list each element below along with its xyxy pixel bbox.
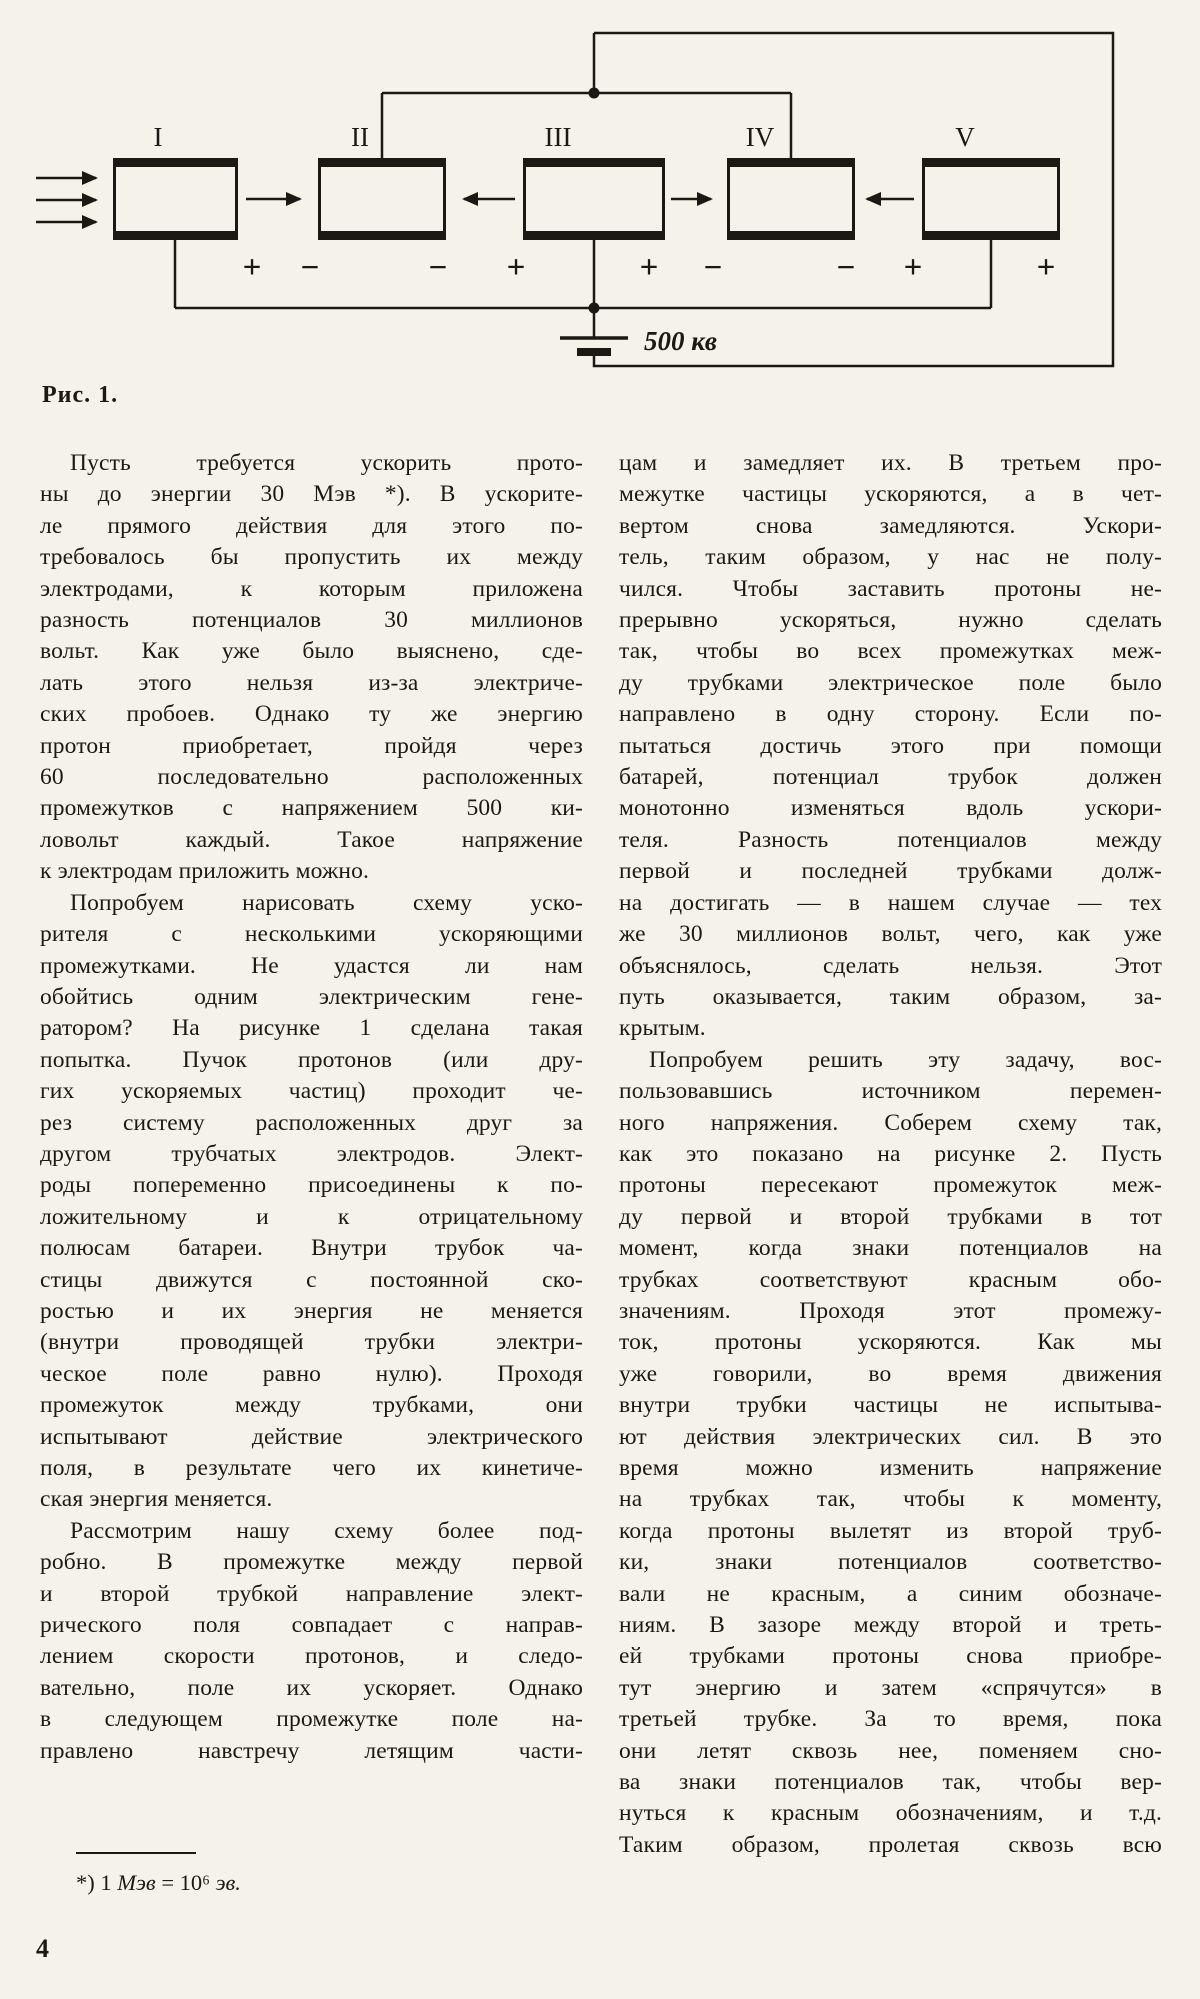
text-line: (внутри проводящей трубки электри-: [40, 1329, 583, 1356]
page-number: 4: [36, 1934, 49, 1963]
text-line: монотонно изменяться вдоль ускори-: [619, 795, 1162, 822]
text-line: объяснялось, сделать нельзя. Этот: [619, 952, 1162, 979]
text-line: время можно изменить напряжение: [619, 1455, 1162, 1481]
text-line: испытывают действие электрического: [40, 1423, 583, 1450]
text-column-left: [40, 448, 583, 1861]
polarity-sign: −: [300, 250, 320, 286]
text-line: промежуток между трубками, они: [40, 1392, 583, 1419]
text-line: пользовавшись источником перемен-: [619, 1078, 1162, 1105]
paragraph: [40, 1516, 583, 1767]
text-line: третьей трубке. За то время, пока: [619, 1706, 1162, 1733]
text-line: теля. Разность потенциалов между: [619, 826, 1162, 853]
tube-label-4: IV: [745, 122, 775, 152]
text-line: крытым.: [619, 1015, 706, 1042]
text-line: требовалось бы пропустить их между: [40, 544, 583, 571]
circuit-wiring: [175, 33, 1113, 366]
text-line: ва знаки потенциалов так, чтобы вер-: [619, 1769, 1162, 1796]
polarity-sign: −: [428, 250, 448, 286]
text-line: рез систему расположенных друг за: [40, 1109, 583, 1136]
tube-label-2: II: [351, 122, 369, 152]
text-line: к электродам приложить можно.: [40, 858, 370, 885]
voltage-label: 500 кв: [644, 326, 717, 356]
figure-caption: Рис. 1.: [42, 382, 119, 408]
drift-tube-3: [523, 158, 665, 240]
text-line: рителя с несколькими ускоряющими: [40, 921, 583, 948]
text-line: тут энергию и затем «спрячутся» в: [619, 1674, 1162, 1701]
text-line: нуться к красным обозначениям, и т.д.: [619, 1800, 1162, 1827]
text-line: вольт. Как уже было выяснено, сде-: [40, 638, 583, 665]
text-line: когда протоны вылетят из второй труб-: [619, 1517, 1162, 1544]
text-line: 60 последовательно расположенных: [40, 764, 583, 791]
polarity-sign: +: [1036, 250, 1056, 286]
polarity-sign: +: [903, 250, 923, 286]
footnote: [42, 1870, 585, 1896]
drift-tube-5: [922, 158, 1060, 240]
text-line: поля, в результате чего их кинетиче-: [40, 1455, 583, 1481]
text-line: пытаться достичь этого при помощи: [619, 732, 1162, 759]
polarity-sign: +: [242, 250, 262, 286]
polarity-sign: −: [703, 250, 723, 286]
text-columns: [40, 448, 1162, 1861]
battery-symbol: [560, 338, 628, 352]
text-column-right: [619, 448, 1162, 1861]
paragraph: [40, 888, 583, 1516]
paragraph: [619, 1045, 1162, 1862]
text-line: обойтись одним электрическим гене-: [40, 983, 583, 1010]
text-line: и второй трубкой направление элект-: [40, 1580, 583, 1607]
text-line: ны до энергии 30 Мэв *). В ускорите-: [40, 481, 583, 508]
text-line: гих ускоряемых частиц) проходит че-: [40, 1078, 583, 1105]
text-line: первой и последней трубками долж-: [619, 858, 1162, 885]
text-line: ниям. В зазоре между второй и треть-: [619, 1612, 1162, 1639]
text-line: рического поля совпадает с направ-: [40, 1612, 583, 1639]
text-line: так, чтобы во всех промежутках меж-: [619, 638, 1162, 665]
drift-tube-2: [318, 158, 446, 240]
text-line: вательно, поле их ускоряет. Однако: [40, 1674, 583, 1701]
junction-dot: [589, 88, 600, 99]
paragraph: [40, 448, 583, 888]
junction-dot: [589, 303, 600, 314]
text-line: попытка. Пучок протонов (или дру-: [40, 1046, 583, 1073]
text-line: ческое поле равно нулю). Проходя: [40, 1360, 583, 1387]
text-line: ду трубками электрическое поле было: [619, 669, 1162, 696]
text-line: чился. Чтобы заставить протоны не-: [619, 575, 1162, 602]
beam-arrows: [36, 178, 96, 222]
text-line: полюсам батареи. Внутри трубок ча-: [40, 1235, 583, 1262]
footnote-block: [42, 1852, 585, 1896]
text-line: трубках соответствуют красным обо-: [619, 1266, 1162, 1293]
footnote-marker: *): [76, 1870, 95, 1895]
text-line: ют действия электрических сил. В это: [619, 1423, 1162, 1450]
text-line: ская энергия меняется.: [40, 1486, 273, 1513]
footnote-text: 1: [94, 1870, 118, 1895]
text-line: протоны пересекают промежуток меж-: [619, 1172, 1162, 1199]
text-line: ростью и их энергия не меняется: [40, 1297, 583, 1324]
text-line: ле прямого действия для этого по-: [40, 512, 583, 539]
footnote-text-italic: эв.: [215, 1870, 241, 1895]
text-line: межутке частицы ускоряются, а в чет-: [619, 481, 1162, 508]
text-line: на трубках так, чтобы к моменту,: [619, 1486, 1162, 1513]
text-line: лением скорости протонов, и следо-: [40, 1643, 583, 1670]
text-line: значениям. Проходя этот промежу-: [619, 1297, 1162, 1324]
text-line: же 30 миллионов вольт, чего, как уже: [619, 921, 1162, 948]
text-line: Попробуем решить эту задачу, вос-: [649, 1046, 1162, 1073]
text-line: они летят сквозь нее, поменяем сно-: [619, 1737, 1162, 1764]
text-line: как это показано на рисунке 2. Пусть: [619, 1140, 1162, 1167]
text-line: внутри трубки частицы не испытыва-: [619, 1392, 1162, 1419]
text-line: ки, знаки потенциалов соответство-: [619, 1549, 1162, 1576]
footnote-rule: [76, 1852, 196, 1854]
text-line: разность потенциалов 30 миллионов: [40, 607, 583, 634]
text-line: ских пробоев. Однако ту же энергию: [40, 701, 583, 728]
text-line: на достигать — в нашем случае — тех: [619, 889, 1162, 916]
text-line: промежутков с напряжением 500 ки-: [40, 795, 583, 822]
text-line: ей трубками протоны снова приобре-: [619, 1643, 1162, 1670]
footnote-text-italic: Мэв: [117, 1870, 156, 1895]
text-line: в следующем промежутке поле на-: [40, 1706, 583, 1733]
text-line: другом трубчатых электродов. Элект-: [40, 1140, 583, 1167]
text-line: ловольт каждый. Такое напряжение: [40, 826, 583, 853]
text-line: ратором? На рисунке 1 сделана такая: [40, 1015, 583, 1042]
drift-tube-4: [727, 158, 855, 240]
text-line: ложительному и к отрицательному: [40, 1203, 583, 1230]
text-line: вертом снова замедляются. Ускори-: [619, 512, 1162, 539]
accelerator-diagram: [0, 0, 1200, 380]
text-line: электродами, к которым приложена: [40, 575, 583, 602]
figure-1: [0, 0, 1200, 380]
text-line: робно. В промежутке между первой: [40, 1549, 583, 1576]
text-line: стицы движутся с постоянной ско-: [40, 1266, 583, 1293]
polarity-sign: −: [836, 250, 856, 286]
text-line: уже говорили, во время движения: [619, 1360, 1162, 1387]
polarity-sign: +: [506, 250, 526, 286]
text-line: Таким образом, пролетая сквозь всю: [619, 1831, 1162, 1858]
text-line: Попробуем нарисовать схему уско-: [70, 889, 583, 916]
text-line: прерывно ускоряться, нужно сделать: [619, 607, 1162, 634]
text-line: Рассмотрим нашу схему более под-: [70, 1517, 583, 1544]
text-line: вали не красным, а синим обозначе-: [619, 1580, 1162, 1607]
text-line: батарей, потенциал трубок должен: [619, 764, 1162, 791]
footnote-text: = 10⁶: [155, 1870, 216, 1895]
text-line: Пусть требуется ускорить прото-: [70, 450, 583, 476]
text-line: ток, протоны ускоряются. Как мы: [619, 1329, 1162, 1356]
text-line: тель, таким образом, у нас не полу-: [619, 544, 1162, 571]
tube-label-5: V: [955, 122, 975, 152]
text-line: путь оказывается, таким образом, за-: [619, 983, 1162, 1010]
text-line: ду первой и второй трубками в тот: [619, 1203, 1162, 1230]
drift-tube-1: [113, 158, 238, 240]
paragraph: [619, 448, 1162, 1045]
text-line: протон приобретает, пройдя через: [40, 732, 583, 759]
text-line: направлено в одну сторону. Если по-: [619, 701, 1162, 728]
text-line: ного напряжения. Соберем схему так,: [619, 1109, 1162, 1136]
text-line: роды попеременно присоединены к по-: [40, 1172, 583, 1199]
polarity-sign: +: [639, 250, 659, 286]
text-line: лать этого нельзя из-за электриче-: [40, 669, 583, 696]
tube-label-1: I: [153, 122, 163, 152]
text-line: момент, когда знаки потенциалов на: [619, 1235, 1162, 1262]
text-line: цам и замедляет их. В третьем про-: [619, 450, 1162, 476]
text-line: промежутками. Не удастся ли нам: [40, 952, 583, 979]
tube-label-3: III: [544, 122, 572, 152]
text-line: правлено навстречу летящим части-: [40, 1737, 583, 1764]
